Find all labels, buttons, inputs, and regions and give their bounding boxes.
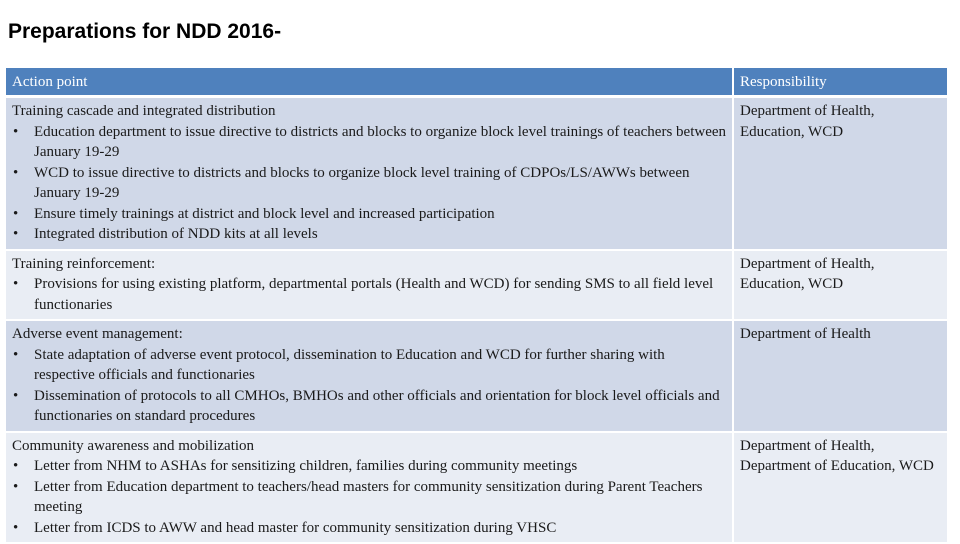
action-bullet: • Ensure timely trainings at district and block level and increased participation xyxy=(12,204,726,225)
action-table xyxy=(6,68,947,544)
action-bullet-list xyxy=(12,345,726,427)
table-header-row xyxy=(6,68,947,97)
action-heading: Training reinforcement: xyxy=(12,255,156,272)
action-bullet: • Letter from ICDS to AWW and head master for community sensitization during VHSC xyxy=(12,518,726,539)
action-bullet-list xyxy=(12,456,726,538)
action-bullet: • State adaptation of adverse event protocol, dissemination to Education and WCD for further sharing with respective officials and functionaries xyxy=(12,345,726,386)
table-row xyxy=(6,320,947,432)
action-bullet-list xyxy=(12,122,726,245)
action-bullet: • Letter from NHM to ASHAs for sensitizing children, families during community meetings xyxy=(12,456,726,477)
action-cell xyxy=(6,320,733,432)
responsibility-cell: Department of Health, Department of Education, WCD xyxy=(733,432,947,544)
table-row xyxy=(6,250,947,321)
action-heading: Community awareness and mobilization xyxy=(12,437,255,454)
action-cell xyxy=(6,97,733,250)
header-action-point: Action point xyxy=(6,68,733,97)
action-bullet: • Integrated distribution of NDD kits at all levels xyxy=(12,224,726,245)
table-row xyxy=(6,97,947,250)
action-heading: Training cascade and integrated distribution xyxy=(12,103,276,119)
action-heading: Adverse event management: xyxy=(12,326,183,342)
header-responsibility: Responsibility xyxy=(733,68,947,97)
page-title: Preparations for NDD 2016- xyxy=(8,20,282,43)
action-bullet: • Education department to issue directive to districts and blocks to organize block level trainings of teachers between January 19-29 xyxy=(12,122,726,163)
responsibility-cell: Department of Health, Education, WCD xyxy=(733,97,947,250)
action-bullet: • Dissemination of protocols to all CMHOs, BMHOs and other officials and orientation for block level officials and functionaries on standard procedures xyxy=(12,386,726,427)
action-cell xyxy=(6,432,733,544)
action-cell xyxy=(6,250,733,321)
action-bullet-list xyxy=(12,274,726,315)
table-row xyxy=(6,432,947,544)
responsibility-cell: Department of Health xyxy=(733,320,947,432)
action-bullet: • WCD to issue directive to districts and blocks to organize block level training of CDPOs/LS/AWWs between January 19-29 xyxy=(12,163,726,204)
action-bullet: • Letter from Education department to teachers/head masters for community sensitization during Parent Teachers meeting xyxy=(12,477,726,518)
responsibility-cell: Department of Health, Education, WCD xyxy=(733,250,947,321)
action-bullet: • Provisions for using existing platform, departmental portals (Health and WCD) for sending SMS to all field level functionaries xyxy=(12,274,726,315)
